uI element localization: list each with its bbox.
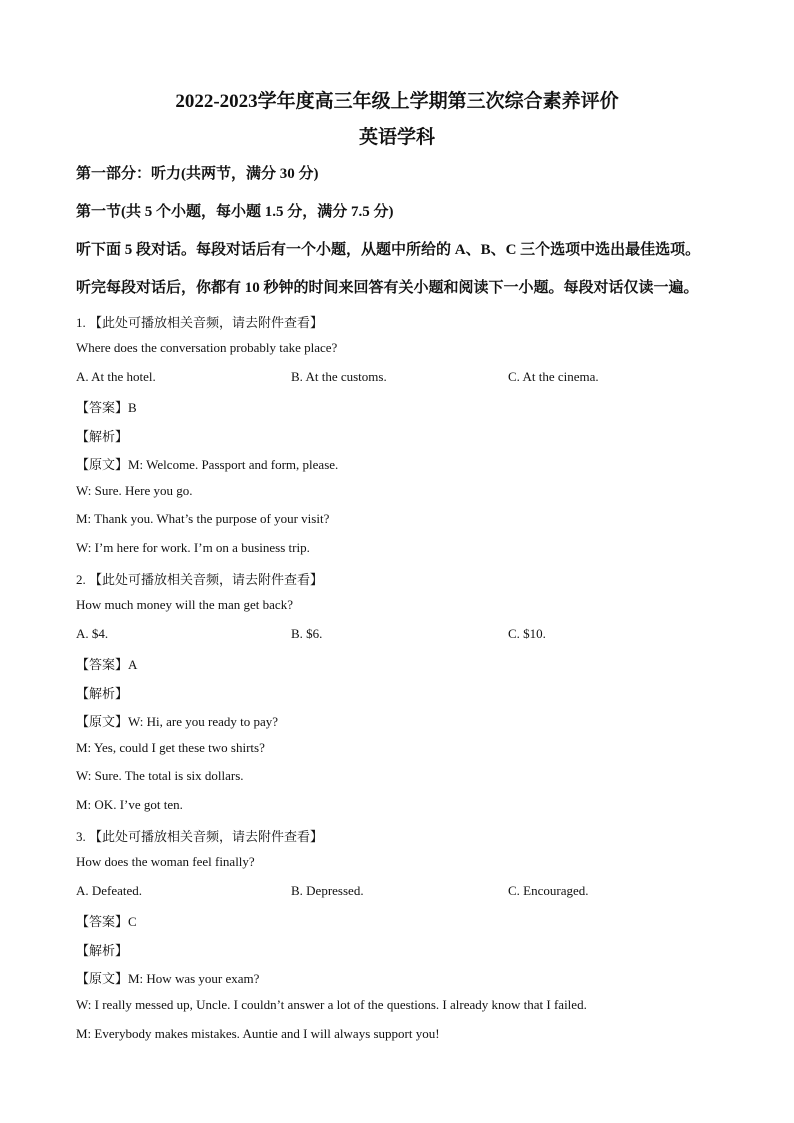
document-title: 2022-2023学年度高三年级上学期第三次综合素养评价 — [175, 91, 619, 112]
question-1-transcript-1: 【原文】M: Welcome. Passport and form, please. — [76, 457, 339, 472]
question-2-text: How much money will the man get back? — [76, 597, 293, 612]
question-1-transcript-3: M: Thank you. What’s the purpose of your visit? — [76, 511, 330, 526]
question-1-transcript-2: W: Sure. Here you go. — [76, 483, 193, 498]
question-3-transcript-2: W: I really messed up, Uncle. I couldn’t answer a lot of the questions. I already know that I failed. — [76, 997, 587, 1012]
question-1-option-a: A. At the hotel. — [76, 369, 156, 384]
question-2-transcript-4: M: OK. I’ve got ten. — [76, 797, 183, 812]
instruction-line-2: 听完每段对话后，你都有 10 秒钟的时间来回答有关小题和阅读下一小题。每段对话仅读一遍。 — [76, 280, 699, 296]
question-3-option-a: A. Defeated. — [76, 883, 143, 898]
document-subtitle: 英语学科 — [358, 127, 435, 148]
question-1-transcript-4: W: I’m here for work. I’m on a business trip. — [76, 540, 310, 555]
question-1-option-c: C. At the cinema. — [508, 369, 599, 384]
part-heading: 第一部分：听力(共两节，满分 30 分) — [76, 166, 319, 182]
question-3-answer: 【答案】C — [76, 914, 137, 929]
question-1-analysis: 【解析】 — [76, 429, 129, 444]
question-1-option-b: B. At the customs. — [291, 369, 387, 384]
question-1-header: 1. 【此处可播放相关音频，请去附件查看】 — [76, 315, 324, 330]
question-2-option-b: B. $6. — [291, 626, 323, 641]
question-2-header: 2. 【此处可播放相关音频，请去附件查看】 — [76, 572, 324, 587]
question-2-option-a: A. $4. — [76, 626, 109, 641]
question-3-text: How does the woman feel finally? — [76, 854, 255, 869]
question-3-option-c: C. Encouraged. — [508, 883, 589, 898]
question-2-answer: 【答案】A — [76, 657, 138, 672]
question-2-transcript-1: 【原文】W: Hi, are you ready to pay? — [76, 714, 279, 729]
question-2-transcript-2: M: Yes, could I get these two shirts? — [76, 740, 265, 755]
question-3-header: 3. 【此处可播放相关音频，请去附件查看】 — [76, 829, 324, 844]
question-2-option-c: C. $10. — [508, 626, 546, 641]
question-3-transcript-3: M: Everybody makes mistakes. Auntie and I will always support you! — [76, 1026, 440, 1041]
question-3-option-b: B. Depressed. — [291, 883, 364, 898]
question-2-transcript-3: W: Sure. The total is six dollars. — [76, 768, 244, 783]
question-3-transcript-1: 【原文】M: How was your exam? — [76, 971, 260, 986]
question-3-analysis: 【解析】 — [76, 943, 129, 958]
question-1-answer: 【答案】B — [76, 400, 137, 415]
question-2-analysis: 【解析】 — [76, 686, 129, 701]
question-1-text: Where does the conversation probably take place? — [76, 340, 338, 355]
section-heading: 第一节(共 5 个小题，每小题 1.5 分，满分 7.5 分) — [76, 204, 394, 220]
instruction-line-1: 听下面 5 段对话。每段对话后有一个小题，从题中所给的 A、B、C 三个选项中选出最佳选项。 — [76, 242, 701, 258]
